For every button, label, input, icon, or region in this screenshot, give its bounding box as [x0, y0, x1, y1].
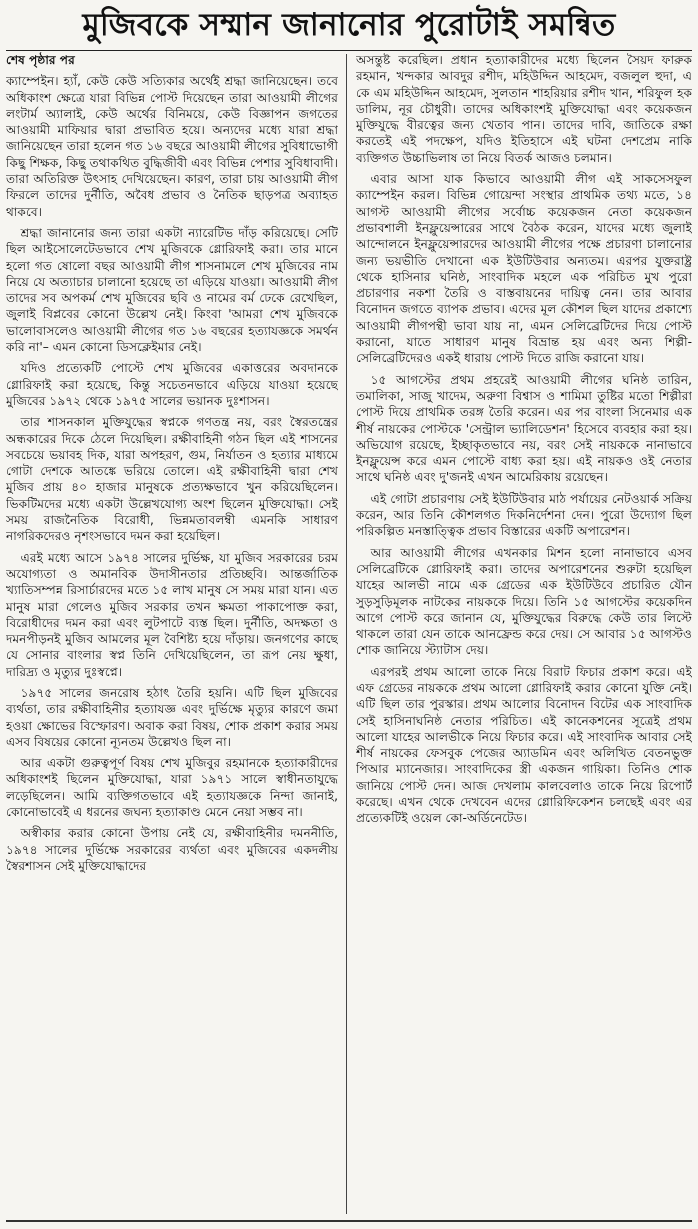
- paragraph: অসন্তুষ্ট করেছিল। প্রধান হত্যাকারীদের মধ্যে ছিলেন সৈয়দ ফারুক রহমান, খন্দকার আবদুর রশীদ, মহিউদ্দিন আহমেদ, বজলুল হুদা, এ কে এম মহিউদ্দিন আহমেদ, সুলতান শাহরিয়ার রশীদ খান, শরিফুল হক ডালিম, নূর চৌধুরী। তাদের অধিকাংশই মুক্তিযোদ্ধা এবং কয়েকজন মুক্তিযুদ্ধে বীরত্বের জন্য খেতাব পান। তাদের দাবি, জাতিকে রক্ষা করতেই এই পদক্ষেপ, যদিও ইতিহাসে এই ঘটনা দেশপ্রেম নাকি ব্যক্তিগত উচ্চাভিলাষ তা নিয়ে বিতর্ক আজও চলমান।: [356, 53, 692, 165]
- column-divider: [346, 54, 347, 1214]
- paragraph: অস্বীকার করার কোনো উপায় নেই যে, রক্ষীবাহিনীর দমননীতি, ১৯৭৪ সালের দুর্ভিক্ষে সরকারের ব্যর্থতা এবং মুজিবের একদলীয় স্বৈরশাসন সেই মুক্তিযোদ্ধাদের: [6, 826, 338, 873]
- left-column: [6, 52, 338, 1216]
- paragraph: এবার আসা যাক কিভাবে আওয়ামী লীগ এই সাকসেসফুল ক্যাম্পেইন করল। বিভিন্ন গোয়েন্দা সংস্থার প্রাথমিক তথ্য মতে, ১৪ আগস্ট আওয়ামী লীগের সর্বোচ্চ কয়েকজন নেতা কয়েকজন প্রভাবশালী ইনফ্লুয়েন্সারের সাথে বৈঠক করেন, যাদের মধ্যে জুলাই আন্দোলনে ইনফ্লুয়েন্সারদের আওয়ামী লীগের পক্ষে প্রচারণা চালানোর জন্য ভয়ভীতি দেখানো এক ইউটিউবার অন্যতম। এরপর যুক্তরাষ্ট্র থেকে হাসিনার ঘনিষ্ঠ, সাংবাদিক মহলে এক পরিচিত মুখ পুরো প্রচারণার নকশা তৈরি ও বাস্তবায়নের দায়িত্ব নেন। তার আবার বিনোদন জগতে ব্যাপক প্রভাব। এদের মূল কৌশল ছিল যাদের প্রকাশ্যে আওয়ামী লীগপন্থী ভাবা যায় না, এমন সেলিব্রেটিদের দিয়ে পোস্ট করানো, যাতে সাধারণ মানুষ বিভ্রান্ত হয় এবং অন্য শিল্পী-সেলিব্রেটিদেরও একই ধারায় পোস্ট দিতে রাজি করানো যায়।: [356, 172, 692, 366]
- page-footer-rule: [6, 1220, 692, 1225]
- headline-rule: [6, 50, 692, 51]
- paragraph: শ্রদ্ধা জানানোর জন্য তারা একটা ন্যারেটিভ দাঁড় করিয়েছে। সেটি ছিল আইসোলেটেডভাবে শেখ মুজিবকে গ্লোরিফাই করা। তার মানে হলো গত ষোলো বছর আওয়ামী লীগ শাসনামলে শেখ মুজিবের নাম নিয়ে যে অত্যাচার চালানো হয়েছে তা এড়িয়ে যাওয়া। আওয়ামী লীগ তাদের সব অপকর্ম শেখ মুজিবের ছবি ও নামের বর্ম ঢেকে রেখেছিল, জুলাই বিপ্লবের কোনো উল্লেখ নেই। কিংবা 'আমরা শেখ মুজিবকে ভালোবাসলেও আওয়ামী লীগের গত ১৬ বছরের হত্যাযজ্ঞকে সমর্থন করি না'– এমন কোনো ডিসক্লেইমার নেই।: [6, 225, 338, 355]
- paragraph: তার শাসনকাল মুক্তিযুদ্ধের স্বপ্নকে গণতন্ত্র নয়, বরং স্বৈরতন্ত্রের অন্ধকারের দিকে ঠেলে দিয়েছিল। রক্ষীবাহিনী গঠন ছিল এই শাসনের সবচেয়ে ভয়াবহ দিক, যারা অপহরণ, গুম, নির্যাতন ও হত্যার মাধ্যমে গোটা দেশকে আতঙ্কে ভরিয়ে তোলে। এই রক্ষীবাহিনী দ্বারা শেখ মুজিব প্রায় ৪০ হাজার মানুষকে প্রত্যক্ষভাবে খুন করিয়েছিলেন। ভিকটিমদের মধ্যে একটা উল্লেখযোগ্য অংশ ছিলেন মুক্তিযোদ্ধা। সেই সময় রাজনৈতিক বিরোধী, ভিন্নমতাবলম্বী এমনকি সাধারণ নাগরিকদেরও নৃশংসভাবে দমন করা হয়েছিল।: [6, 415, 338, 544]
- paragraph: আর একটা গুরুত্বপূর্ণ বিষয় শেখ মুজিবুর রহমানকে হত্যাকারীদের অধিকাংশই ছিলেন মুক্তিযোদ্ধা, যারা ১৯৭১ সালে স্বাধীনতাযুদ্ধে লড়েছিলেন। আমি ব্যক্তিগতভাবে এই হত্যাযজ্ঞকে নিন্দা জানাই, কোনোভাবেই এ ধরনের জঘন্য হত্যাকাণ্ড মেনে নেয়া সম্ভব না।: [6, 756, 338, 820]
- paragraph: ক্যাম্পেইন। হ্যাঁ, কেউ কেউ সত্যিকার অর্থেই শ্রদ্ধা জানিয়েছেন। তবে অধিকাংশ ক্ষেত্রে যারা বিভিন্ন পোস্ট দিয়েছেন তারা আওয়ামী লীগের লংটার্ম অ্যালাই, কেউ অর্থের বিনিময়ে, কেউ বিজ্ঞাপন জগতের আওয়ামী মাফিয়ার দ্বারা প্রভাবিত হয়ে। অন্যদের মধ্যে যারা শ্রদ্ধা জানিয়েছেন তারা হলেন গত ১৬ বছরে আওয়ামী লীগের সুবিধাভোগী কিছু শিক্ষক, কিছু তথাকথিত বুদ্ধিজীবী এবং বিভিন্ন পেশার সুবিধাবাদী। তারা অতিরিক্ত উৎসাহ দেখিয়েছেন। কারণ, তারা চায় আওয়ামী লীগ ফিরলে তাদের দুর্নীতি, অবৈধ প্রভাব ও নৈতিক ছাড়পত্র অব্যাহত থাকবে।: [6, 74, 338, 219]
- paragraph: এরই মধ্যে আসে ১৯৭৪ সালের দুর্ভিক্ষ, যা মুজিব সরকারের চরম অযোগ্যতা ও অমানবিক উদাসীনতার প্রতিচ্ছবি। আন্তর্জাতিক খ্যাতিসম্পন্ন রিসার্চারদের মতে ১৫ লাখ মানুষ সে সময় মারা যান। এত মানুষ মারা গেলেও মুজিব সরকার তখন ক্ষমতা পাকাপোক্ত করা, বিরোধীদের দমন করা এবং লুটপাটে ব্যস্ত ছিল। দুর্নীতি, অদক্ষতা ও দমনপীড়নই মুজিব আমলের মূল বৈশিষ্ট্য হয়ে দাঁড়ায়। জনগণের কাছে যে সোনার বাংলার স্বপ্ন তিনি দেখিয়েছিলেন, তা রূপ নেয় ক্ষুধা, দারিদ্র্য ও মৃত্যুর দুঃস্বপ্নে।: [6, 550, 338, 679]
- headline: মুজিবকে সম্মান জানানোর পুরোটাই সমন্বিত: [82, 7, 616, 43]
- paragraph: ১৫ আগস্টের প্রথম প্রহরেই আওয়ামী লীগের ঘনিষ্ঠ তারিন, তমালিকা, সাজু খাদেম, অরুণা বিশ্বাস ও শামিমা তুষ্টির মতো শিল্পীরা পোস্ট দিয়ে প্রাথমিক তরঙ্গ তৈরি করেন। এর পর বাংলা সিনেমার এক শীর্ষ নায়কের পোস্টকে 'সেন্ট্রাল ভ্যালিডেশন' হিসেবে ব্যবহার করা হয়। অভিযোগ রয়েছে, ইচ্ছাকৃতভাবে নয়, বরং সেই নায়ককে নানাভাবে ইনফ্লুয়েন্স করে এমন পোস্টে বাধ্য করা হয়। এই নায়কও ওই নেতার সাথে ঘনিষ্ঠ এবং দু'জনই এখন আমেরিকায় রয়েছেন।: [356, 372, 692, 485]
- paragraph: এই গোটা প্রচারণায় সেই ইউটিউবার মাঠ পর্যায়ের নেটওয়ার্ক সক্রিয় করেন, আর তিনি কৌশলগত দিকনির্দেশনা দেন। পুরো উদ্যোগ ছিল পরিকল্পিত মনস্তাত্ত্বিক প্রভাব বিস্তারের একটি অপারেশন।: [356, 491, 692, 539]
- paragraph: ১৯৭৫ সালের জনরোষ হঠাৎ তৈরি হয়নি। এটি ছিল মুজিবের ব্যর্থতা, তার রক্ষীবাহিনীর হত্যাযজ্ঞ এবং দুর্ভিক্ষে মৃত্যুর কারণে জমা হওয়া ক্ষোভের বিস্ফোরণ। অবাক করা বিষয়, শোক প্রকাশ করার সময় এসব বিষয়ের কোনো ন্যূনতম উল্লেখও ছিল না।: [6, 685, 338, 749]
- right-column: [356, 52, 692, 1216]
- paragraph: আর আওয়ামী লীগের এখনকার মিশন হলো নানাভাবে এসব সেলিব্রেটিকে গ্লোরিফাই করা। তাদের অপারেশনের শুরুটা হয়েছিল যাহের আলভী নামে এক গ্রেডের এক ইউটিউবে প্রচারিত যৌন সুড়সুড়িমূলক নাটকের নায়ককে দিয়ে। তিনি ১৫ আগস্টের কয়েকদিন আগে পোস্ট করে জানান যে, মুক্তিযুদ্ধের বিরুদ্ধে কেউ তার লিস্টে থাকলে তারা যেন তাকে আনফ্রেন্ড করে দেয়। সে আবার ১৫ আগস্টও শোক জানিয়ে স্ট্যাটাস দেয়।: [356, 545, 692, 658]
- paragraph: যদিও প্রত্যেকটি পোস্টে শেখ মুজিবের একাত্তরের অবদানকে গ্লোরিফাই করা হয়েছে, কিন্তু সচেতনভাবে এড়িয়ে যাওয়া হয়েছে মুজিবের ১৯৭২ থেকে ১৯৭৫ সালের ভয়ানক দুঃশাসন।: [6, 361, 338, 408]
- continuation-kicker: শেষ পৃষ্ঠার পর: [6, 53, 75, 67]
- paragraph: এরপরই প্রথম আলো তাকে নিয়ে বিরাট ফিচার প্রকাশ করে। এই এফ গ্রেডের নায়ককে প্রথম আলো গ্লোরিফাই করার কোনো যুক্তি নেই। এটি ছিল তার পুরস্কার। প্রথম আলোর বিনোদন বিটের এক সাংবাদিক সেই হাসিনাঘনিষ্ঠ নেতার পরিচিত। এই কানেকশনের সূত্রেই প্রথম আলো যাহের আলভীকে নিয়ে ফিচার করে। এই সাংবাদিক আবার সেই শীর্ষ নায়কের ফেসবুক পেজের অ্যাডমিন এবং অলিখিত বেতনভুক্ত পিআর ম্যানেজার। সাংবাদিকের স্ত্রী একজন গায়িকা। তিনিও শোক জানিয়ে পোস্ট দেন। আজ দেখলাম কালবেলাও তাকে নিয়ে রিপোর্ট করেছে। এখন থেকে দেখবেন এদের গ্লোরিফিকেশন চলছেই এবং এর প্রত্যেকটিই ওয়েল কো-অর্ডিনেটেড।: [356, 664, 692, 826]
